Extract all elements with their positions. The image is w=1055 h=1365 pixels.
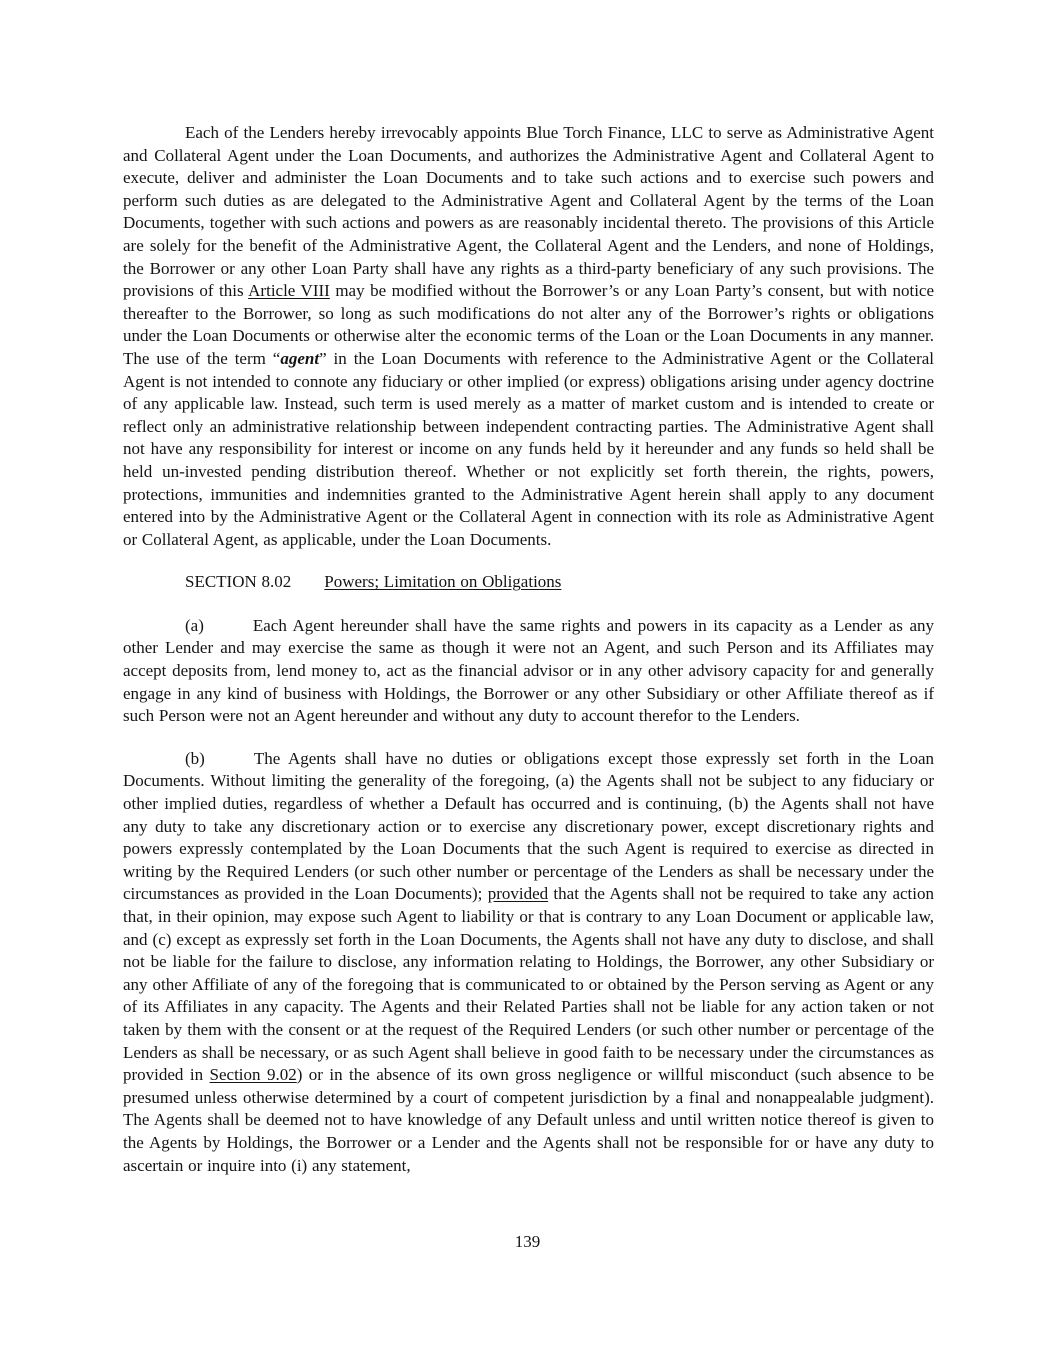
text-segment: ” in the Loan Documents with reference to the Administrative Agent or the Collateral Agent is not intended to connote any fiduciary or other implied (or express) obligations arising under agency doctrine of any applicable law. Instead, such term is used merely as a matter of market custom and is intended to create or reflect only an administrative relationship between independent contracting parties. The Administrative Agent shall not have any responsibility for interest or income on any funds held by it hereunder and any funds so held shall be held un-invested pending distribution thereof. Whether or not explicitly set forth therein, the rights, powers, protections, immunities and indemnities granted to the Administrative Agent herein shall apply to any document entered into by the Administrative Agent or the Collateral Agent in connection with its role as Administrative Agent or Collateral Agent, as applicable, under the Loan Documents. (123, 348, 935, 549)
text-segment: The Agents shall have no duties or obligations except those expressly set forth in the Loan Documents. Without limiting the generality of the foregoing, (a) the Agents shall not be subject to any fiduciary or other implied duties, regardless of whether a Default has occurred and is continuing, (b) the Agents shall not have any duty to take any discretionary action or to exercise any discretionary power, except discretionary rights and powers expressly contemplated by the Loan Documents that the such Agent is required to exercise as directed in writing by the Required Lenders (or such other number or percentage of the Lenders as shall be necessary under the circumstances as provided in the Loan Documents); (123, 748, 934, 904)
page-number: 139 (514, 1232, 541, 1251)
text-segment: that the Agents shall not be required to take any action that, in their opinion, may expose such Agent to liability or that is contrary to any Loan Document or applicable law, and (c) except as expressly set forth in the Loan Documents, the Agents shall not have any duty to disclose, and shall not be liable for the failure to disclose, any information relating to Holdings, the Borrower, any other Subsidiary or any other Affiliate of any of the foregoing that is communicated to or obtained by the Person serving as Agent or any of its Affiliates in any capacity. The Agents and their Related Parties shall not be liable for any action taken or not taken by them with the consent or at the request of the Required Lenders (or such other number or percentage of the Lenders as shall be necessary, or as such Agent shall believe in good faith to be necessary under the circumstances as provided in (123, 884, 934, 1085)
intro-paragraph (123, 122, 934, 551)
text-segment: (a) (185, 615, 204, 635)
page-footer (0, 1231, 1055, 1254)
text-segment: Section 9.02 (209, 1065, 297, 1085)
section-heading-8-02 (123, 571, 934, 594)
text-segment: Powers; Limitation on Obligations (324, 572, 562, 592)
text-segment: agent (280, 348, 320, 368)
text-segment: Each of the Lenders hereby irrevocably appoints Blue Torch Finance, LLC to serve as Administrative Agent and Collateral Agent under the Loan Documents, and authorizes the Administrative Agent and Collateral Agent to execute, deliver and administer the Loan Documents and to take such actions and to exercise such powers and perform such duties as are delegated to the Administrative Agent and Collateral Agent by the terms of the Loan Documents, together with such actions and powers as are reasonably incidental thereto. The provisions of this Article are solely for the benefit of the Administrative Agent, the Collateral Agent and the Lenders, and none of Holdings, the Borrower or any other Loan Party shall have any rights as a third-party beneficiary of any such provisions. The provisions of this (123, 123, 934, 301)
text-segment: (b) (185, 748, 205, 768)
text-segment: provided (487, 884, 549, 904)
text-segment: Each Agent hereunder shall have the same rights and powers in its capacity as a Lender as any other Lender and may exercise the same as though it were not an Agent, and such Person and its Affiliates may accept deposits from, lend money to, act as the financial advisor or in any other advisory capacity for and generally engage in any kind of business with Holdings, the Borrower or any other Subsidiary or other Affiliate thereof as if such Person were not an Agent hereunder and without any duty to account therefor to the Lenders. (123, 615, 934, 726)
text-segment: SECTION 8.02 (185, 572, 292, 592)
paragraph-a (123, 615, 934, 728)
text-segment: Article VIII (248, 281, 330, 301)
document-body (123, 122, 934, 1197)
paragraph-b (123, 748, 934, 1177)
text-segment: may be modified without the Borrower’s or any Loan Party’s consent, but with notice thereafter to the Borrower, so long as such modifications do not alter any of the Borrower’s rights or obligations under the Loan Documents or otherwise alter the economic terms of the Loan or the Loan Documents in any manner. The use of the term “ (123, 281, 935, 368)
text-segment: ) or in the absence of its own gross negligence or willful misconduct (such absence to be presumed unless otherwise determined by a court of competent jurisdiction by a final and nonappealable judgment). The Agents shall be deemed not to have knowledge of any Default unless and until written notice thereof is given to the Agents by Holdings, the Borrower or a Lender and the Agents shall not be responsible for or have any duty to ascertain or inquire into (i) any statement, (123, 1065, 935, 1175)
